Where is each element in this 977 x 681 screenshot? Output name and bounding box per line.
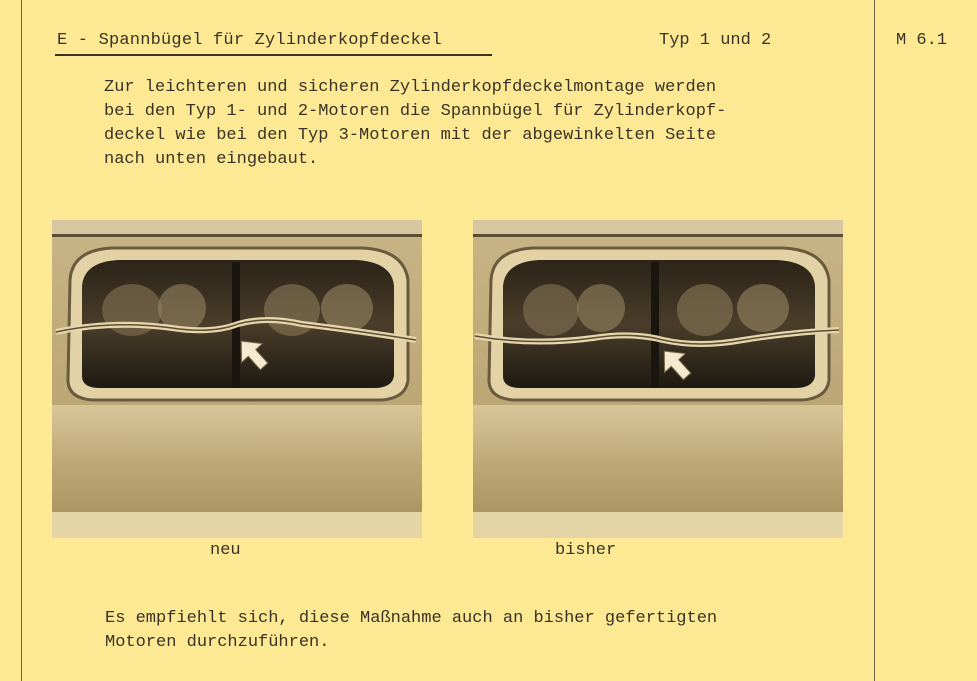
engine-cover-photo	[473, 220, 843, 538]
closing-line: Es empfiehlt sich, diese Maßnahme auch an bisher gefertigten	[105, 609, 718, 628]
intro-line: bei den Typ 1- und 2-Motoren die Spannbügel für Zylinderkopf-	[104, 102, 727, 121]
intro-line: nach unten eingebaut.	[104, 150, 319, 169]
type-label: Typ 1 und 2	[659, 31, 772, 50]
intro-line: deckel wie bei den Typ 3-Motoren mit der abgewinkelten Seite	[104, 126, 717, 145]
right-margin-rule	[874, 0, 875, 681]
caption-old: bisher	[555, 541, 617, 560]
section-heading: E - Spannbügel für Zylinderkopfdeckel	[57, 31, 442, 50]
caption-new: neu	[210, 541, 241, 560]
engine-cover-photo	[52, 220, 422, 538]
intro-line: Zur leichteren und sicheren Zylinderkopfdeckelmontage werden	[104, 78, 717, 97]
photo-old-clip	[473, 220, 843, 538]
closing-line: Motoren durchzuführen.	[105, 633, 330, 652]
photo-new-clip	[52, 220, 422, 538]
heading-underline	[55, 54, 492, 56]
closing-paragraph	[105, 607, 865, 655]
intro-paragraph	[104, 76, 864, 172]
page-code: M 6.1	[896, 31, 948, 50]
left-margin-rule	[21, 0, 22, 681]
